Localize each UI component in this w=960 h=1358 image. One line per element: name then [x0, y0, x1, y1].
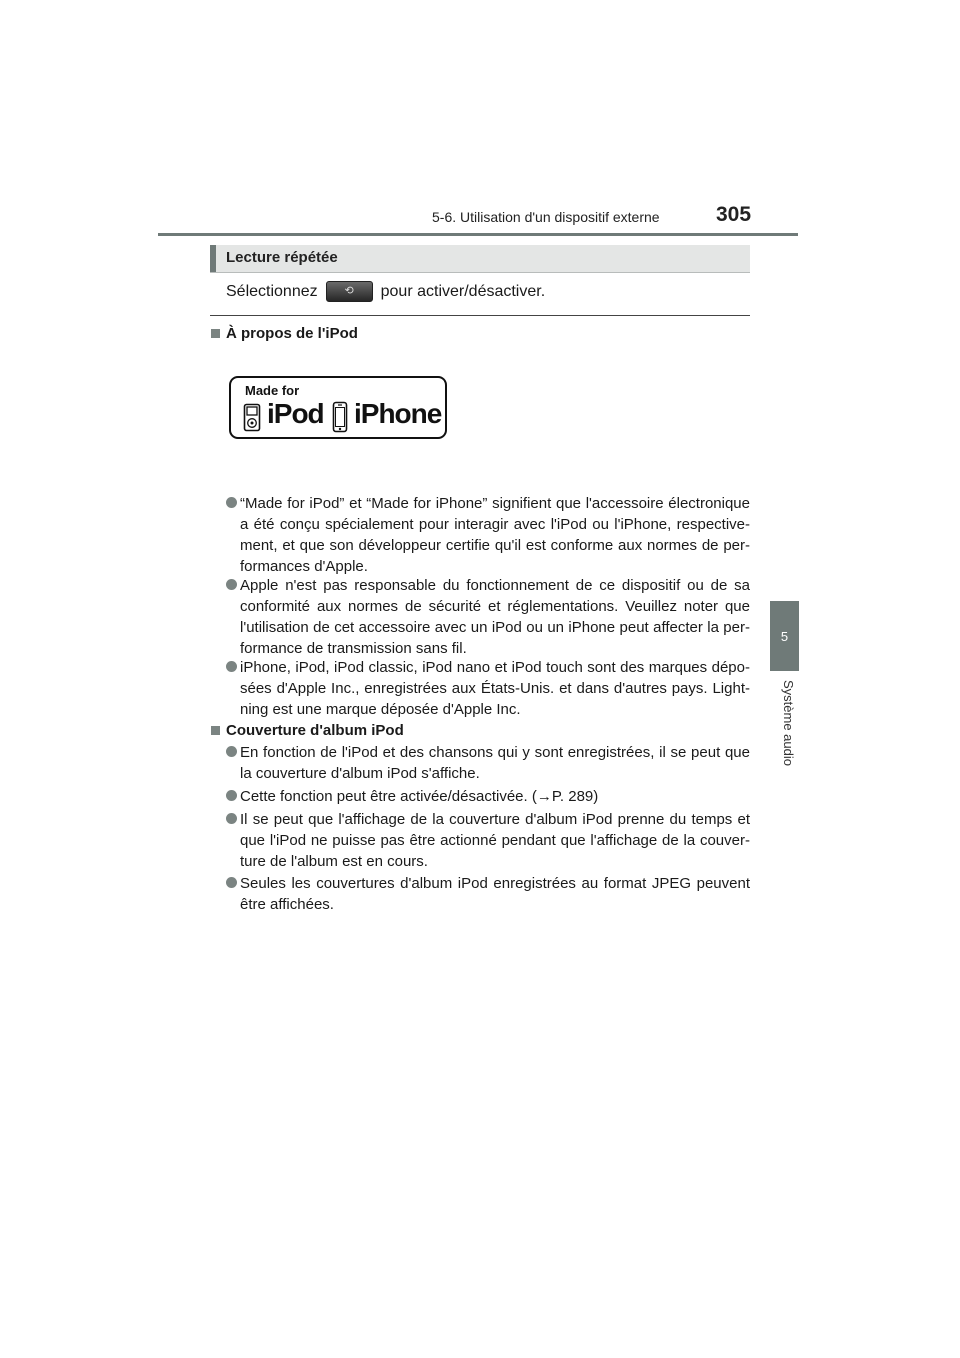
chapter-tab: [770, 601, 799, 671]
iphone-device-icon: [332, 401, 348, 433]
heading-album-cover: [211, 722, 404, 739]
list-item: [226, 809, 750, 872]
bullet-dot-icon: [226, 661, 237, 672]
bullet-dot-icon: [226, 790, 237, 801]
list-item: [226, 575, 750, 659]
select-text-before: Sélectionnez: [226, 282, 318, 300]
list-item: [226, 657, 750, 720]
bullet-dot-icon: [226, 497, 237, 508]
chapter-number: 5: [780, 629, 789, 644]
ipod-device-icon: [243, 403, 261, 432]
section-bar-accent: [210, 245, 216, 272]
bullet-dot-icon: [226, 746, 237, 757]
list-item-text: Seules les couvertures d'album iPod enregistrées au format JPEG peuvent être affichées.: [240, 875, 750, 913]
bullet-dot-icon: [226, 877, 237, 888]
square-bullet-icon: [211, 726, 220, 735]
header-section-title: 5-6. Utilisation d'un dispositif externe: [432, 209, 660, 225]
repeat-icon: ⟲: [344, 285, 354, 297]
select-text-after: pour activer/désactiver.: [380, 282, 546, 300]
section-title-bar: [210, 245, 750, 273]
list-item-text: En fonction de l'iPod et des chansons qui y sont enregistrées, il se peut que la couverture d'album iPod s'affiche.: [240, 744, 750, 782]
section-title: Lecture répétée: [226, 249, 338, 266]
logo-iphone-text: iPhone: [354, 398, 442, 429]
header-divider: [158, 233, 798, 236]
made-for-ipod-iphone-logo: [229, 376, 447, 439]
page-number: 305: [716, 203, 752, 226]
logo-ipod-text: iPod: [267, 398, 324, 429]
list-item-text: Apple n'est pas responsable du fonctionnement de ce dispositif ou de sa conformité aux normes de sécurité et réglementations. Veuillez noter que l'utilisation de cet accessoire avec un iPod ou un iPhone peut affecter la per-formance de transmission sans fil.: [240, 577, 750, 657]
list-item-text: iPhone, iPod, iPod classic, iPod nano et iPod touch sont des marques dépo-sées d'Apple Inc., enregistrées aux États-Unis. et dans d'autres pays. Light-ning est une marque déposée d'Apple Inc.: [240, 659, 750, 718]
select-instruction: [226, 281, 545, 302]
section-divider: [210, 315, 750, 316]
list-item: [226, 786, 750, 807]
list-item-text: “Made for iPod” et “Made for iPhone” signifient que l'accessoire électronique a été conçu spécialement pour interagir avec l'iPod ou l'iPhone, respective-ment, et que son développeur certifie qu'il est conforme aux normes de per-formances d'Apple.: [240, 495, 750, 575]
list-item: [226, 742, 750, 784]
list-item-text: Cette fonction peut être activée/désactivée. (→P. 289): [240, 788, 599, 805]
heading-about-ipod: [211, 325, 358, 342]
bullet-dot-icon: [226, 579, 237, 590]
heading-album-cover-text: Couverture d'album iPod: [226, 722, 404, 739]
logo-made-for: Made for: [245, 383, 300, 398]
list-item: [226, 493, 750, 577]
bullet-dot-icon: [226, 813, 237, 824]
chapter-label: Système audio: [781, 680, 796, 766]
heading-about-ipod-text: À propos de l'iPod: [226, 325, 358, 342]
repeat-button: [326, 281, 373, 302]
square-bullet-icon: [211, 329, 220, 338]
list-item: [226, 873, 750, 915]
list-item-text: Il se peut que l'affichage de la couverture d'album iPod prenne du temps et que l'iPod ne puisse pas être actionné pendant que l'affichage de la couver-ture de l'album est en cours.: [240, 811, 750, 870]
